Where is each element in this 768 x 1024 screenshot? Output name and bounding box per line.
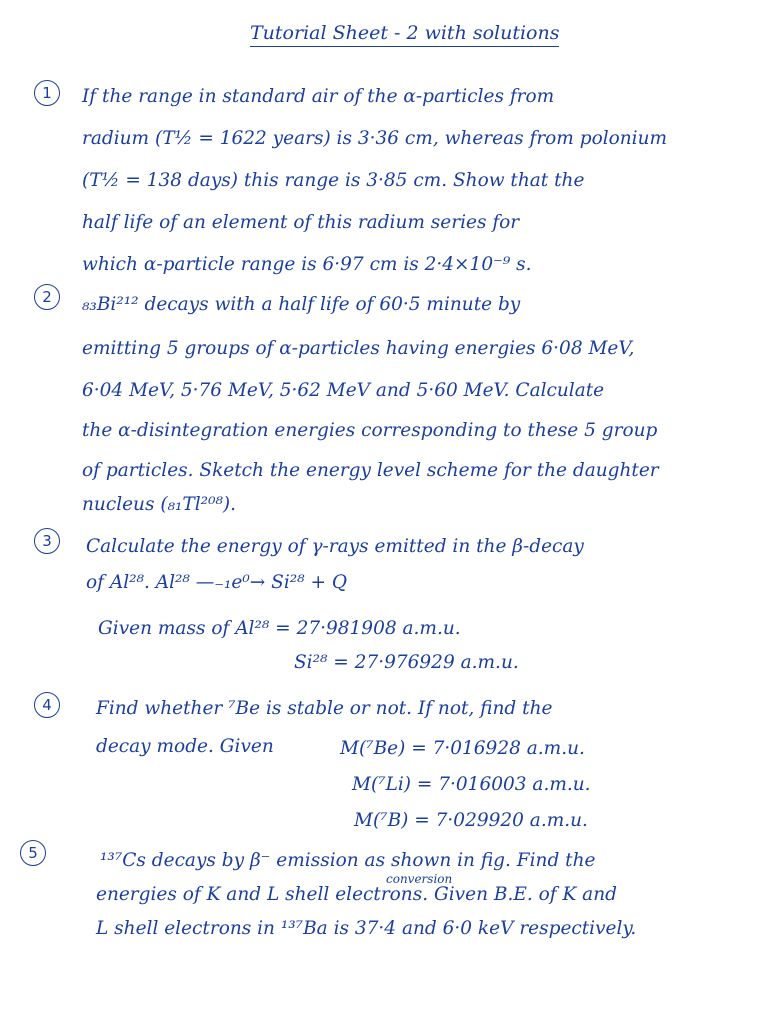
- q2-line-4: the α-disintegration energies corresponding to these 5 group: [82, 420, 658, 441]
- q4-mass-be7: M(⁷Be) = 7·016928 a.m.u.: [340, 738, 585, 759]
- question-number-5: 5: [20, 840, 46, 866]
- q3-line-2: of Al²⁸. Al²⁸ —₋₁e⁰→ Si²⁸ + Q: [86, 572, 348, 593]
- q5-line-3: L shell electrons in ¹³⁷Ba is 37·4 and 6·0 keV respectively.: [96, 918, 637, 939]
- q3-line-4: Si²⁸ = 27·976929 a.m.u.: [294, 652, 519, 673]
- q2-line-6: nucleus (₈₁Tl²⁰⁸).: [82, 494, 236, 515]
- q1-line-1: If the range in standard air of the α-particles from: [82, 86, 555, 107]
- q4-mass-b7: M(⁷B) = 7·029920 a.m.u.: [354, 810, 588, 831]
- q2-line-2: emitting 5 groups of α-particles having energies 6·08 MeV,: [82, 338, 635, 359]
- q2-line-3: 6·04 MeV, 5·76 MeV, 5·62 MeV and 5·60 MeV. Calculate: [82, 380, 605, 401]
- question-number-3: 3: [34, 528, 60, 554]
- q4-line-2: decay mode. Given: [96, 736, 274, 757]
- q4-mass-li7: M(⁷Li) = 7·016003 a.m.u.: [352, 774, 591, 795]
- q3-line-1: Calculate the energy of γ-rays emitted in the β-decay: [86, 536, 584, 557]
- q5-line-2: energies of K and L shell electrons. Given B.E. of K and: [96, 884, 617, 905]
- q2-line-1: ₈₃Bi²¹² decays with a half life of 60·5 minute by: [82, 294, 521, 315]
- q3-line-3: Given mass of Al²⁸ = 27·981908 a.m.u.: [98, 618, 461, 639]
- q4-line-1: Find whether ⁷Be is stable or not. If not, find the: [96, 698, 553, 719]
- page-title: Tutorial Sheet - 2 with solutions: [250, 22, 559, 47]
- question-number-1: 1: [34, 80, 60, 106]
- q1-line-4: half life of an element of this radium series for: [82, 212, 520, 233]
- q1-line-5: which α-particle range is 6·97 cm is 2·4×10⁻⁹ s.: [82, 254, 532, 275]
- q5-line-1: ¹³⁷Cs decays by β⁻ emission as shown in fig. Find the: [100, 850, 596, 871]
- q1-line-2: radium (T½ = 1622 years) is 3·36 cm, whereas from polonium: [82, 128, 668, 149]
- question-number-2: 2: [34, 284, 60, 310]
- question-number-4: 4: [34, 692, 60, 718]
- q5-insertion-conversion: conversion: [386, 872, 453, 886]
- q1-line-3: (T½ = 138 days) this range is 3·85 cm. Show that the: [82, 170, 585, 191]
- q2-line-5: of particles. Sketch the energy level scheme for the daughter: [82, 460, 659, 481]
